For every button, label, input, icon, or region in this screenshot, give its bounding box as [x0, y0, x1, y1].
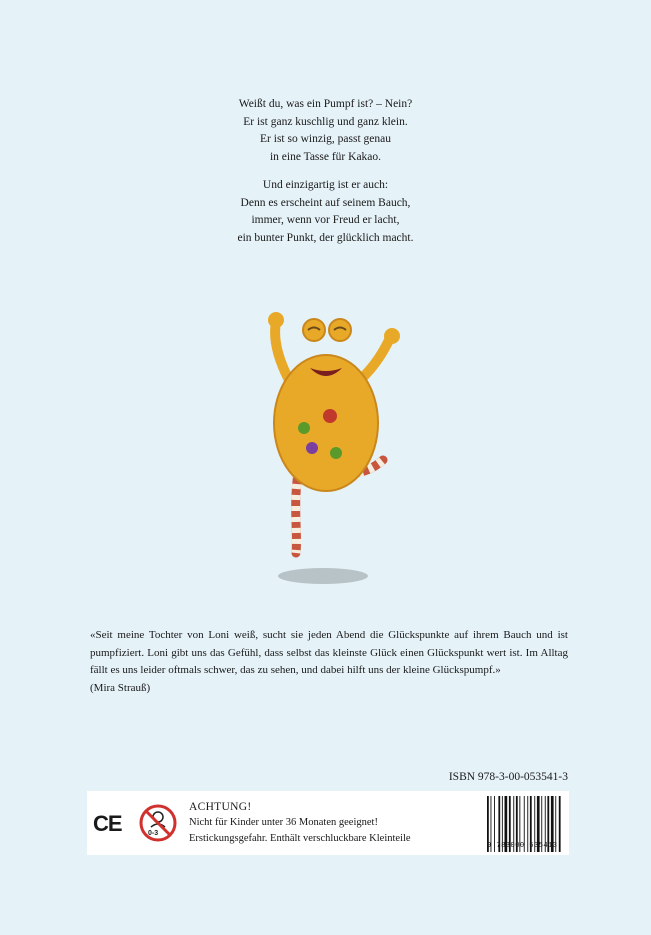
poem-stanza-2	[0, 177, 651, 247]
isbn-number: ISBN 978-3-00-053541-3	[448, 771, 568, 783]
happy-dot-shape	[323, 409, 337, 423]
poem-line: in eine Tasse für Kakao.	[269, 150, 382, 163]
ce-mark: CE	[93, 811, 122, 836]
poem-line: Er ist ganz kuschlig und ganz klein.	[243, 115, 408, 128]
warning-line-1: Nicht für Kinder unter 36 Monaten geeignet!	[189, 817, 378, 828]
barcode-digits: 9 783000 535413	[487, 842, 558, 850]
left-eye-shape	[303, 319, 325, 341]
right-eye-shape	[329, 319, 351, 341]
warning-title: ACHTUNG!	[189, 801, 252, 813]
right-hand-shape	[384, 328, 400, 344]
poem-line: Denn es erscheint auf seinem Bauch,	[240, 196, 411, 209]
barcode-bar	[559, 796, 561, 852]
shadow-shape	[278, 568, 368, 584]
quote-text: «Seit meine Tochter von Loni weiß, sucht sie jeden Abend die Glückspunkte auf ihrem Bauch und ist pumpfiziert. Loni gibt uns das Gefühl, dass selbst das kleinste Glück einen Glückspunkt wert ist. Im Alltag fällt es uns leider oftmals schwer, das zu sehen, und dabei hilft uns der kleine Glückspumpf.»	[90, 629, 568, 676]
happy-dot-shape	[306, 442, 318, 454]
poem-line: Und einzigartig ist er auch:	[262, 179, 389, 191]
warning-text	[189, 799, 411, 847]
right-arm-shape	[360, 338, 390, 380]
poem-line: ein bunter Punkt, der glücklich macht.	[237, 231, 414, 244]
quote-author: (Mira Strauß)	[90, 681, 151, 694]
happy-dot-shape	[330, 447, 342, 459]
testimonial-quote	[90, 627, 568, 697]
pumpf-monster-icon	[238, 308, 428, 593]
warning-line-2: Erstickungsgefahr. Enthält verschluckbare Kleinteile	[189, 833, 411, 844]
age-warning-icon	[138, 803, 178, 843]
poem-stanza-1	[0, 96, 651, 166]
poem-line: Er ist so winzig, passt genau	[260, 133, 391, 145]
left-hand-shape	[268, 312, 284, 328]
poem-line: Weißt du, was ein Pumpf ist? – Nein?	[238, 98, 413, 110]
poem-line: immer, wenn vor Freud er lacht,	[251, 214, 400, 226]
happy-dot-shape	[298, 422, 310, 434]
safety-warning-box	[87, 791, 569, 855]
left-arm-shape	[275, 322, 288, 378]
age-label: 0-3	[148, 830, 159, 837]
